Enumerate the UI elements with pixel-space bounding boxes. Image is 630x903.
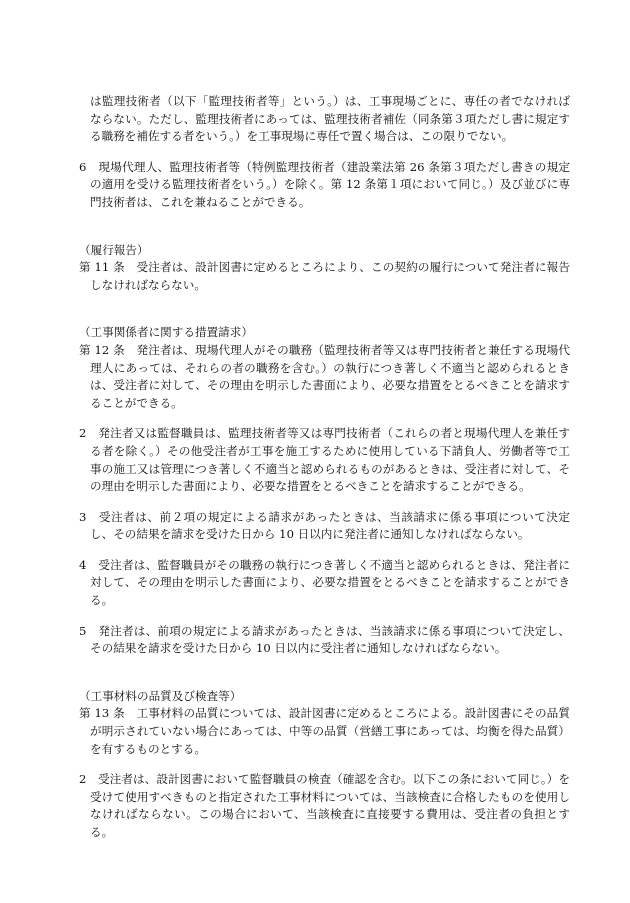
article-13: 第 13 条 工事材料の品質については、設計図書に定めるところによる。設計図書にその品質が明示されていない場合にあっては、中等の品質（営繕工事にあっては、均衡を得た品質）を有するものとする。: [79, 706, 570, 756]
article-11: 第 11 条 受注者は、設計図書に定めるところにより、この契約の履行について発注者に報告しなければならない。: [79, 260, 570, 292]
paragraph-continuation: は監理技術者（以下「監理技術者等」という。）は、工事現場ごとに、専任の者でなければならない。ただし、監理技術者にあっては、監理技術者補佐（同条第３項ただし書に規定する職務を補佐する者をいう。）を工事現場に専任で置く場合は、この限りでない。: [90, 94, 570, 144]
section-heading-performance-report: （履行報告）: [79, 242, 149, 257]
section-heading-measure-request: （工事関係者に関する措置請求）: [79, 325, 253, 340]
paragraph-item-6: 6 現場代理人、監理技術者等（特例監理技術者（建設業法第 26 条第３項ただし書きの規定の適用を受ける監理技術者をいう。）を除く。第 12 条第１項において同じ。）及び並びに専門技術者は、これを兼ねることができる。: [79, 159, 570, 209]
article-12-item-3: 3 受注者は、前２項の規定による請求があったときは、当該請求に係る事項について決定し、その結果を請求を受けた日から 10 日以内に発注者に通知しなければならない。: [79, 509, 570, 542]
article-12-item-5: 5 発注者は、前項の規定による請求があったときは、当該請求に係る事項について決定し、その結果を請求を受けた日から 10 日以内に受注者に通知しなければならない。: [79, 623, 570, 656]
article-13-item-2: 2 受注者は、設計図書において監督職員の検査（確認を含む。以下この条において同じ。）を受けて使用すべきものと指定された工事材料については、当該検査に合格したものを使用しなければならない。この場合において、当該検査に直接要する費用は、受注者の負担とする。: [79, 772, 570, 839]
article-12-item-4: 4 受注者は、監督職員がその職務の執行につき著しく不適当と認められるときは、発注者に対して、その理由を明示した書面により、必要な措置をとるべきことを請求することができる。: [79, 557, 570, 608]
article-12-item-2: 2 発注者又は監督職員は、監理技術者等又は専門技術者（これらの者と現場代理人を兼任する者を除く。）その他受注者が工事を施工するために使用している下請負人、労働者等で工事の施工又は管理につき著しく不適当と認められるものがあるときは、受注者に対して、その理由を明示した書面により、必要な措置をとるべきことを請求することができる。: [79, 426, 570, 494]
section-heading-material-quality: （工事材料の品質及び検査等）: [79, 688, 242, 703]
article-12: 第 12 条 発注者は、現場代理人がその職務（監理技術者等又は専門技術者と兼任する現場代理人にあっては、それらの者の職務を含む。）の執行につき著しく不適当と認められるときは、受注者に対して、その理由を明示した書面により、必要な措置をとるべきことを請求することができる。: [79, 342, 570, 410]
